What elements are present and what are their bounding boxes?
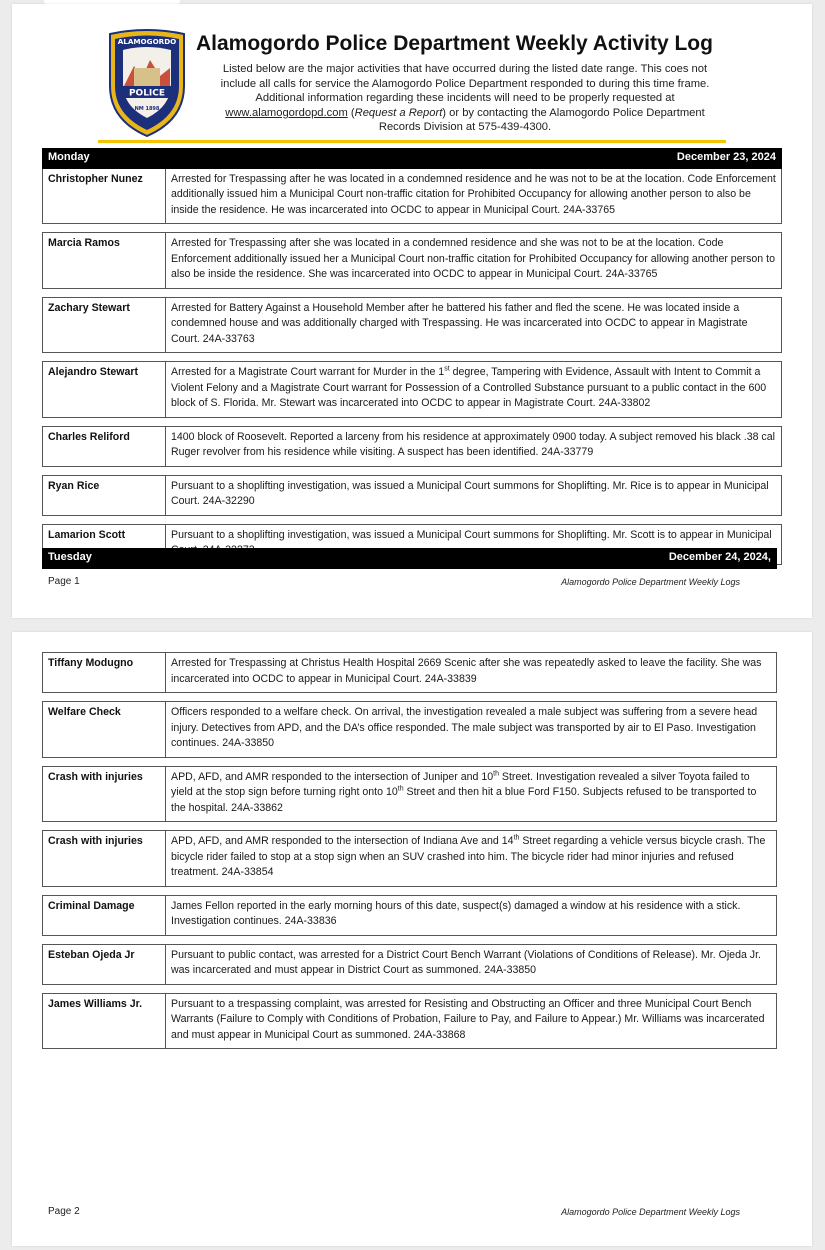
- ordinal-suffix: th: [397, 785, 404, 793]
- table-row: [43, 653, 777, 693]
- seal-bottom-text: NM 1898: [134, 106, 160, 112]
- entry-name: Marcia Ramos: [43, 233, 166, 289]
- request-report-text: Request a Report: [354, 106, 443, 119]
- table-row: [43, 168, 782, 224]
- entry-text-part: Street and then hit a blue Ford F150. Subjects refused to be transported to the hospital. 24A-33862: [171, 786, 757, 814]
- entry-description: Arrested for Trespassing after she was located in a condemned residence and she was not to be at the location. Code Enforcement additionally issued her a Municipal Court non-traffic citation for Prohibited Occupancy for allowing another person to also be inside the residence. She was incarcerated into OCDC to appear in Municipal Court. 24A-33765: [166, 233, 782, 289]
- monday-log-table: [42, 148, 782, 565]
- day-date: December 24, 2024,: [166, 549, 777, 569]
- entry-description: [166, 362, 782, 418]
- entry-description: 1400 block of Roosevelt. Reported a larceny from his residence at approximately 0900 today. A subject removed his black .38 cal Ruger revolver from his residence while visiting. A suspect has been identified. 24A-33779: [166, 426, 782, 466]
- entry-text-part: degree, Tampering with Evidence, Assault with Intent to Commit a Violent Felony and a Magistrate Court warrant for Possession of a Controlled Substance pursuant to a public contact in the 600 block of S. Florida. Mr. Stewart was incarcerated into OCDC to appear in Magistrate Court. 24A-33802: [171, 366, 767, 409]
- page-1: [12, 4, 812, 618]
- entry-name: Charles Reliford: [43, 426, 166, 466]
- page-2: [12, 632, 812, 1246]
- entry-text-part: Street. Investigation revealed a silver Toyota failed to yield at the stop sign before turning right onto 10: [171, 770, 750, 798]
- entry-description: Pursuant to public contact, was arrested for a District Court Bench Warrant (Violations of Conditions of Release). Mr. Ojeda Jr. was incarcerated and must appear in District Court as summoned. 24A-33850: [166, 944, 777, 984]
- table-row: [43, 297, 782, 353]
- entry-text-part: APD, AFD, and AMR responded to the intersection of Indiana Ave and 14: [171, 835, 514, 847]
- entry-description: Officers responded to a welfare check. On arrival, the investigation revealed a male subject was suffering from a severe head injury. Detectives from APD, and the DA’s office responded. The male subject was transported by air to El Paso. Investigation continues. 24A-33850: [166, 702, 777, 758]
- seal-top-text: ALAMOGORDO: [117, 37, 177, 46]
- entry-description: Arrested for Battery Against a Household Member after he battered his father and fled the scene. He was located inside a condemned house and was additionally charged with Trespassing. He was incarcerated into OCDC to appear in Magistrate Court. 24A-33763: [166, 297, 782, 353]
- entry-text-part: Arrested for a Magistrate Court warrant for Murder in the 1: [171, 366, 445, 378]
- page-number: Page 2: [48, 1206, 80, 1217]
- table-row: [43, 944, 777, 984]
- entry-name: Esteban Ojeda Jr: [43, 944, 166, 984]
- table-row: [43, 895, 777, 935]
- header-divider: [98, 140, 726, 143]
- entry-description: [166, 831, 777, 887]
- entry-name: Christopher Nunez: [43, 168, 166, 224]
- footer-title: Alamogordo Police Department Weekly Logs: [561, 1207, 740, 1217]
- tuesday-header-table: [42, 548, 777, 569]
- entry-description: [166, 766, 777, 822]
- table-row: [43, 426, 782, 466]
- entry-text-part: APD, AFD, and AMR responded to the intersection of Juniper and 10: [171, 770, 494, 783]
- intro-text-2: or by contacting the Alamogordo Police Department Records Division at 575-439-4300.: [378, 106, 705, 134]
- day-label: Monday: [43, 149, 166, 169]
- table-row: [43, 702, 777, 758]
- page-number: Page 1: [48, 576, 80, 587]
- intro-paragraph: Listed below are the major activities that have occurred during the listed date range. This coes not include all calls for service the Alamogordo Police Department responded to during this time frame. Additional information regarding these incidents will need to be properly requested at www.alamogordopd.com (Request a Report) or by contacting the Alamogordo Police Department Records Division at 575-439-4300.: [220, 63, 710, 134]
- day-date: December 23, 2024: [166, 149, 782, 169]
- table-row: [43, 993, 777, 1049]
- entry-name: Lamarion Scott: [43, 524, 166, 564]
- ordinal-suffix: th: [493, 769, 499, 777]
- ordinal-suffix: st: [444, 365, 450, 373]
- ordinal-suffix: th: [513, 834, 520, 842]
- day-label: Tuesday: [43, 549, 166, 569]
- table-row: [43, 475, 782, 515]
- seal-center-text: POLICE: [128, 88, 166, 99]
- police-seal-logo: [104, 28, 190, 138]
- footer-title: Alamogordo Police Department Weekly Logs: [561, 577, 740, 587]
- entry-name: Zachary Stewart: [43, 297, 166, 353]
- entry-name: Welfare Check: [43, 702, 166, 758]
- entry-description: James Fellon reported in the early morning hours of this date, suspect(s) damaged a window at his residence with a stick. Investigation continues. 24A-33836: [166, 895, 777, 935]
- entry-description: Pursuant to a shoplifting investigation, was issued a Municipal Court summons for Shoplifting. Mr. Scott is to appear in Municipal: [166, 524, 782, 564]
- entry-description: Pursuant to a shoplifting investigation, was issued a Municipal Court summons for Shoplifting. Mr. Rice is to appear in Municipal Court. 24A-32290: [166, 475, 782, 515]
- entry-text-part: Street regarding a vehicle versus bicycle crash. The bicycle rider failed to stop at a stop sign when an SUV crashed into him. The bicycle rider had minor injuries and refused treatment. 24A-33854: [171, 835, 766, 878]
- entry-name: Tiffany Modugno: [43, 653, 166, 693]
- website-link[interactable]: www.alamogordopd.com: [225, 106, 348, 119]
- entry-name: Criminal Damage: [43, 895, 166, 935]
- table-row: [43, 766, 777, 822]
- day-header-tuesday: [43, 549, 777, 569]
- page-title: Alamogordo Police Department Weekly Activity Log: [196, 32, 713, 55]
- entry-name: Crash with injuries: [43, 831, 166, 887]
- table-row: [43, 233, 782, 289]
- intro-text-1: Listed below are the major activities that have occurred during the listed date range. This coes not include all calls for service the Alamogordo Police Department responded to during this time frame. Additional information regarding these incidents will need to be properly requested at: [220, 63, 710, 105]
- entry-name: James Williams Jr.: [43, 993, 166, 1049]
- day-header-monday: [43, 149, 782, 169]
- table-row: [43, 831, 777, 887]
- entry-name: Alejandro Stewart: [43, 362, 166, 418]
- entry-name: Crash with injuries: [43, 766, 166, 822]
- table-row: [43, 362, 782, 418]
- entry-description: Pursuant to a trespassing complaint, was arrested for Resisting and Obstructing an Officer and three Municipal Court Bench Warrants (Failure to Comply with Conditions of Probation, Failure to Pay, and Failure to Appear.) Mr. Williams was incarcerated and must appear in Municipal Court as summoned. 24A-33868: [166, 993, 777, 1049]
- entry-description: Arrested for Trespassing at Christus Health Hospital 2669 Scenic after she was repeatedly asked to leave the facility. She was incarcerated into OCDC to appear in Municipal Court. 24A-33839: [166, 653, 777, 693]
- entry-description: Arrested for Trespassing after he was located in a condemned residence and he was not to be at the location. Code Enforcement additionally issued him a Municipal Court non-traffic citation for Prohibited Occupancy for allowing another person to also be inside the residence. He was incarcerated into OCDC to appear in Municipal Court. 24A-33765: [166, 168, 782, 224]
- entry-name: Ryan Rice: [43, 475, 166, 515]
- tuesday-log-table: [42, 652, 777, 1049]
